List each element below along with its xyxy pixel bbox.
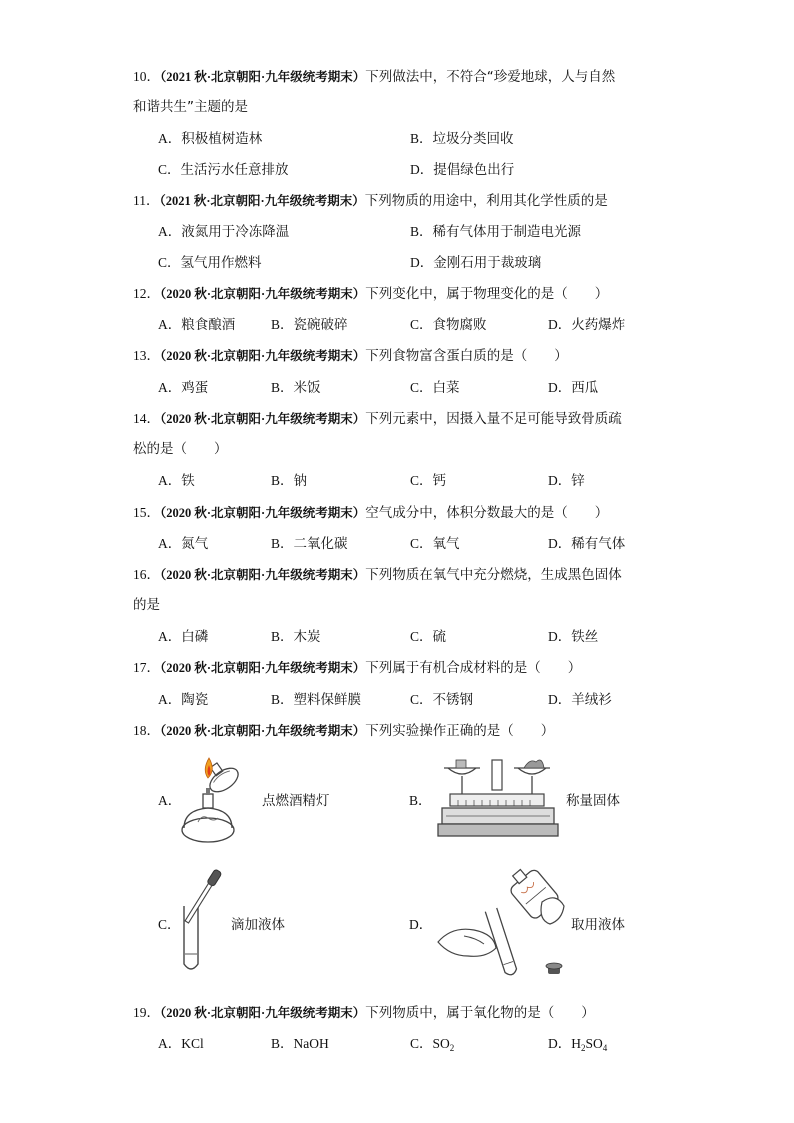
option-row: A．鸡蛋 B．米饭 C．白菜 D．西瓜 xyxy=(158,380,599,396)
option-b: 瓷碗破碎 xyxy=(293,317,348,333)
option-d: 稀有气体 xyxy=(571,536,626,552)
option-d: 金刚石用于裁玻璃 xyxy=(433,255,542,271)
option-c: 硫 xyxy=(432,629,447,645)
option-d: 提倡绿色出行 xyxy=(433,162,515,178)
option-c: 氧气 xyxy=(432,536,460,552)
option-a: 氮气 xyxy=(181,536,209,552)
option-d: 铁丝 xyxy=(571,629,599,645)
option-d: H xyxy=(571,1036,581,1051)
question-10-stem xyxy=(133,66,673,118)
dropper-test-tube-illustration xyxy=(178,868,228,976)
question-16-stem: 16．（2020 秋·北京朝阳·九年级统考期末）下列物质在氧气中充分燃烧，生成黑色固体 的是 xyxy=(133,567,622,613)
option-c: 白菜 xyxy=(432,380,460,396)
option-b: 二氧化碳 xyxy=(293,536,348,552)
question-17-stem: 17．（2020 秋·北京朝阳·九年级统考期末）下列属于有机合成材料的是（ ） xyxy=(133,660,582,676)
option-a-letter: A． xyxy=(158,793,182,808)
subscript: 4 xyxy=(602,1043,608,1053)
option-b: NaOH xyxy=(293,1036,329,1051)
question-15-stem: 15．（2020 秋·北京朝阳·九年级统考期末）空气成分中，体积分数最大的是（ ） xyxy=(133,505,609,521)
option-row: A．白磷 B．木炭 C．硫 D．铁丝 xyxy=(158,629,599,645)
option-b-letter: B． xyxy=(409,793,432,808)
option-row: A．铁 B．钠 C．钙 D．锌 xyxy=(158,473,585,489)
option-a: 鸡蛋 xyxy=(181,380,209,396)
option-c: 生活污水任意排放 xyxy=(180,162,289,178)
option-b-caption: 称量固体 xyxy=(566,793,620,809)
option-b: 稀有气体用于制造电光源 xyxy=(432,224,582,240)
option-a: 铁 xyxy=(181,473,195,489)
option-row: C．氢气用作燃料 D．金刚石用于裁玻璃 xyxy=(158,255,542,271)
question-12-stem: 12．（2020 秋·北京朝阳·九年级统考期末）下列变化中，属于物理变化的是（ ） xyxy=(133,286,609,302)
option-a-caption: 点燃酒精灯 xyxy=(262,793,330,809)
question-text-line2: 和谐共生”主题的是 xyxy=(133,99,248,115)
option-d: 羊绒衫 xyxy=(571,692,612,708)
question-11-stem: 11．（2021 秋·北京朝阳·九年级统考期末）下列物质的用途中，利用其化学性质的是 xyxy=(133,193,608,209)
option-c: 钙 xyxy=(432,473,447,489)
question-14-stem: 14．（2020 秋·北京朝阳·九年级统考期末）下列元素中，因摄入量不足可能导致骨质疏 松的是（ ） xyxy=(133,411,622,457)
option-c: 食物腐败 xyxy=(432,317,487,333)
question-text: 下列做法中，不符合“珍爱地球，人与自然 xyxy=(365,69,616,85)
subscript: 2 xyxy=(449,1043,455,1053)
option-d: 锌 xyxy=(571,473,585,489)
question-18-stem: 18．（2020 秋·北京朝阳·九年级统考期末）下列实验操作正确的是（ ） xyxy=(133,723,555,739)
option-c-letter: C． xyxy=(158,917,181,932)
option-row: A．氮气 B．二氧化碳 C．氧气 D．稀有气体 xyxy=(158,536,626,552)
option-d-letter: D． xyxy=(409,917,433,932)
option-a: 液氮用于冷冻降温 xyxy=(181,224,290,240)
option-row: A．粮食酿酒 B．瓷碗破碎 C．食物腐败 D．火药爆炸 xyxy=(158,317,626,333)
option-c: 氢气用作燃料 xyxy=(180,255,262,271)
option-c: SO xyxy=(432,1036,450,1051)
option-d: 火药爆炸 xyxy=(571,317,626,333)
option-row: C．生活污水任意排放 D．提倡绿色出行 xyxy=(158,162,515,178)
option-b: 塑料保鲜膜 xyxy=(293,692,362,708)
option-a: KCl xyxy=(181,1036,204,1051)
option-b: 米饭 xyxy=(293,380,321,396)
question-number: 10． xyxy=(133,69,160,84)
option-row: A．KCl B．NaOH C．$SO_2$ D．$H_2SO_4$ xyxy=(158,1036,608,1053)
question-19-stem: 19．（2020 秋·北京朝阳·九年级统考期末）下列物质中，属于氧化物的是（ ） xyxy=(133,1005,595,1021)
question-13-stem: 13．（2020 秋·北京朝阳·九年级统考期末）下列食物富含蛋白质的是（ ） xyxy=(133,348,568,364)
subscript: 2 xyxy=(581,1043,586,1053)
option-a: 陶瓷 xyxy=(181,692,209,708)
option-c: 不锈钢 xyxy=(432,692,474,708)
option-d: 西瓜 xyxy=(571,380,599,396)
option-b: 垃圾分类回收 xyxy=(432,131,514,147)
option-a: 粮食酿酒 xyxy=(181,317,236,333)
option-d-caption: 取用液体 xyxy=(571,917,625,933)
option-c-caption: 滴加液体 xyxy=(231,917,285,933)
option-b: 钠 xyxy=(293,473,308,489)
question-source: （2021 秋·北京朝阳·九年级统考期末） xyxy=(160,70,366,84)
option-a: 白磷 xyxy=(181,629,209,645)
pouring-liquid-illustration xyxy=(434,862,570,986)
option-a: 积极植树造林 xyxy=(181,131,263,147)
option-b: 木炭 xyxy=(293,629,321,645)
option-row: A．陶瓷 B．塑料保鲜膜 C．不锈钢 D．羊绒衫 xyxy=(158,692,612,708)
balance-scale-illustration xyxy=(436,754,560,840)
alcohol-lamp-illustration xyxy=(178,752,268,844)
option-row: A．积极植树造林 B．垃圾分类回收 xyxy=(158,131,514,147)
option-row: A．液氮用于冷冻降温 B．稀有气体用于制造电光源 xyxy=(158,224,582,240)
